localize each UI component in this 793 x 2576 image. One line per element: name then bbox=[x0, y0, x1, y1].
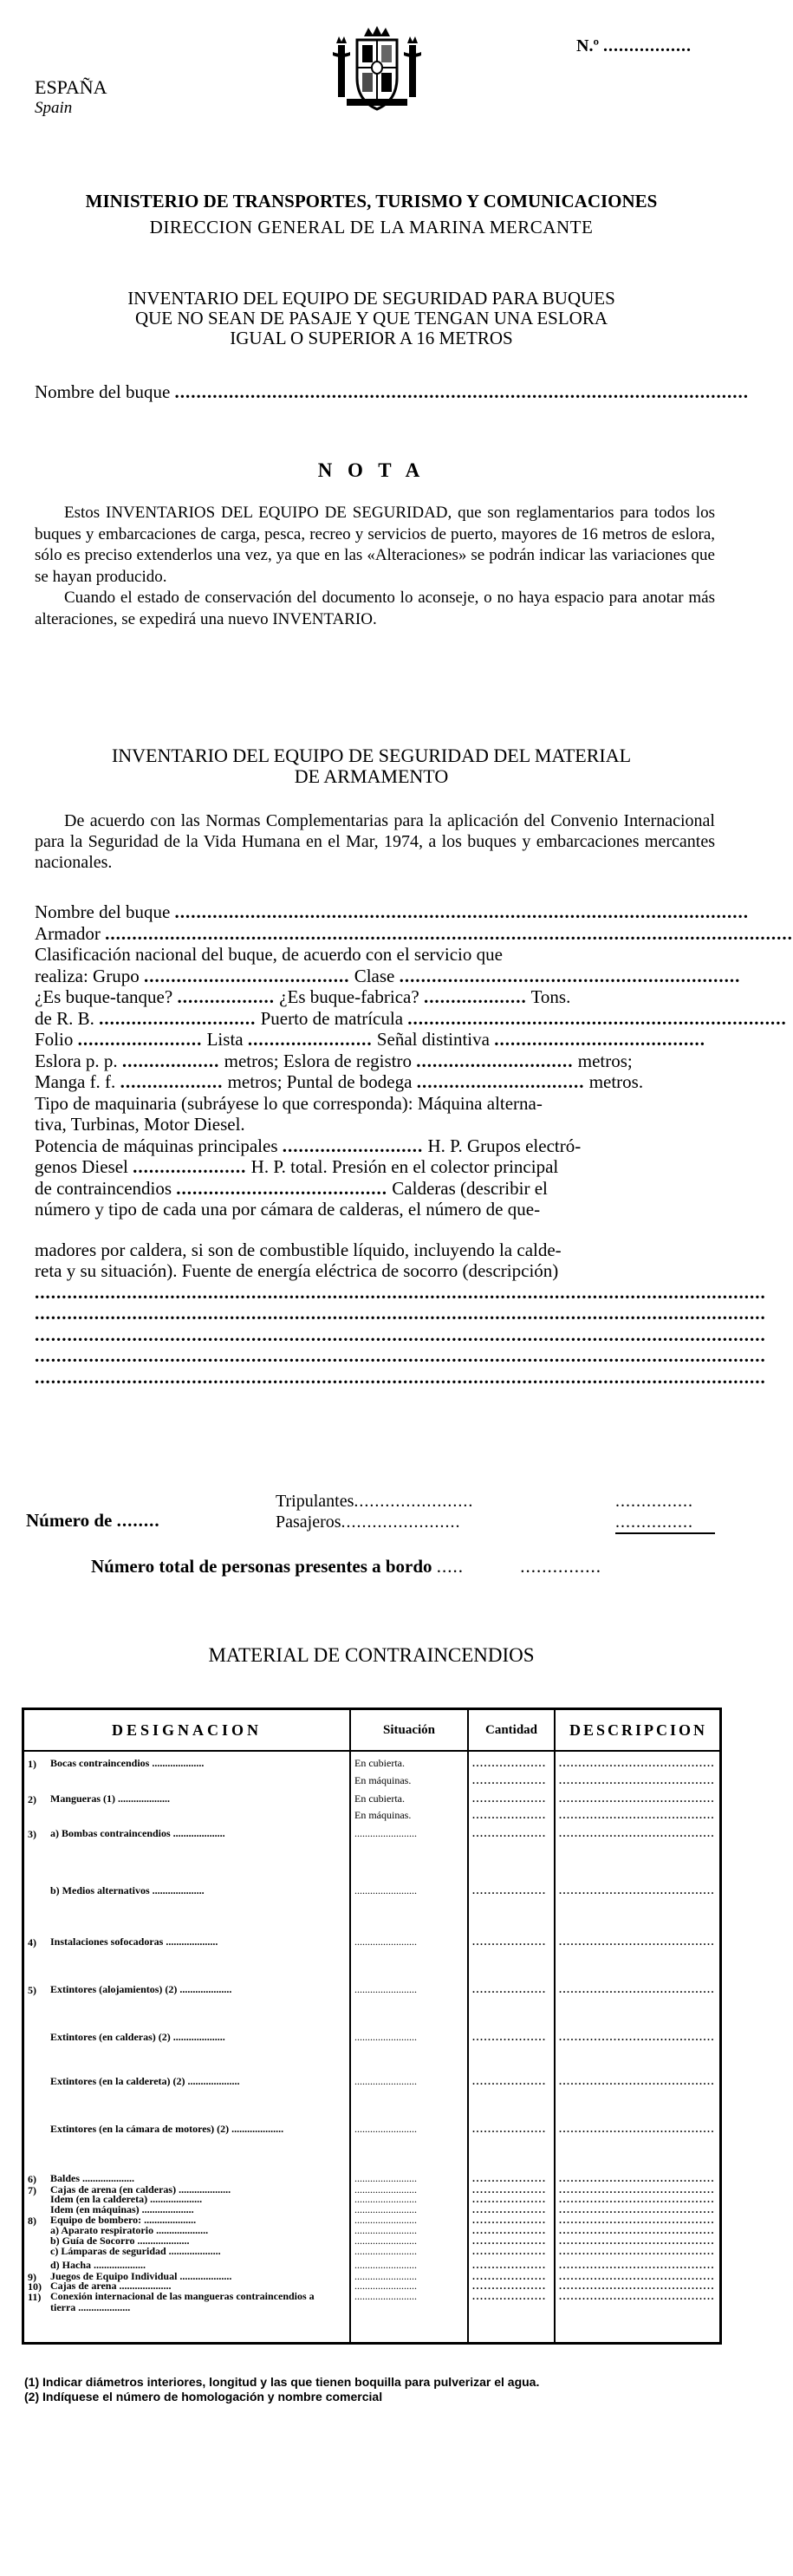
row-designation: Juegos de Equipo Individual .................... bbox=[50, 2269, 232, 2282]
row-designation: Cajas de arena .................... bbox=[50, 2280, 172, 2293]
row-descripcion[interactable]: ........................................ bbox=[559, 2123, 715, 2136]
row-cantidad[interactable]: ................... bbox=[472, 2171, 547, 2184]
nota-paragraph-2: Cuando el estado de conservación del documento lo aconseje, o no haya espacio para anotar más alteraciones, se expedirá una nuevo INVENTARIO. bbox=[35, 589, 715, 628]
row-descripcion[interactable]: ........................................ bbox=[559, 2075, 715, 2087]
table-row bbox=[24, 1810, 719, 1825]
row-situacion[interactable]: ........................ bbox=[354, 2290, 417, 2303]
row-situacion[interactable]: ........................ bbox=[354, 2214, 417, 2227]
row-designation: Instalaciones sofocadoras .................... bbox=[50, 1935, 218, 1948]
row-cantidad[interactable]: ................... bbox=[472, 1757, 547, 1770]
country-en: Spain bbox=[35, 99, 73, 117]
directorate: DIRECCION GENERAL DE LA MARINA MERCANTE bbox=[149, 217, 594, 237]
row-designation: Equipo de bombero: .................... bbox=[50, 2214, 197, 2227]
row-designation: Cajas de arena (en calderas) .................... bbox=[50, 2182, 231, 2195]
armament-intro: De acuerdo con las Normas Complementarias para la aplicación del Convenio Internacional para la Seguridad de la Vida Humana en el Mar, 1974, a los buques y embarcaciones mercantes nacionales. bbox=[35, 811, 715, 872]
row-descripcion[interactable]: ........................................ bbox=[559, 2244, 715, 2257]
row-designation: Extintores (en la cámara de motores) (2) .................... bbox=[50, 2123, 284, 2136]
row-cantidad[interactable]: ................... bbox=[472, 1809, 547, 1822]
row-descripcion[interactable]: ........................................ bbox=[559, 1773, 715, 1786]
row-descripcion[interactable]: ........................................ bbox=[559, 1935, 715, 1948]
row-cantidad[interactable]: ................... bbox=[472, 2123, 547, 2136]
footnotes bbox=[24, 2375, 539, 2404]
row-situacion: En máquinas. bbox=[354, 1773, 412, 1786]
table-row bbox=[24, 2076, 719, 2118]
row-designation: c) Lámparas de seguridad .................... bbox=[50, 2244, 221, 2257]
row-situacion[interactable]: ........................ bbox=[354, 2224, 417, 2237]
ship-name-field[interactable]: .......................................................................................................... bbox=[174, 381, 750, 402]
row-descripcion[interactable]: ........................................ bbox=[559, 1792, 715, 1805]
row-descripcion[interactable]: ........................................ bbox=[559, 2193, 715, 2206]
row-descripcion[interactable]: ........................................ bbox=[559, 2290, 715, 2303]
row-cantidad[interactable]: ................... bbox=[472, 1983, 547, 1996]
row-descripcion[interactable]: ........................................ bbox=[559, 2234, 715, 2247]
row-designation: Baldes .................... bbox=[50, 2171, 135, 2184]
row-number: 11) bbox=[28, 2291, 42, 2304]
row-number: 1) bbox=[28, 1758, 36, 1771]
row-situacion[interactable]: ........................ bbox=[354, 2280, 417, 2293]
row-descripcion[interactable]: ........................................ bbox=[559, 2182, 715, 2195]
table-row bbox=[24, 1758, 719, 1773]
row-number: 2) bbox=[28, 1792, 36, 1805]
ship-data-form: Nombre del buque .......................................................................................................... Armador ............................................................................................................................... Clasificación nacional del buque, de acuerdo con el servicio que realiza: Grupo ...................................... Clase ............................................................... ¿Es buque-tanque? .................. ¿Es buque-fabrica? ................... Tons. de R. B. ............................. Puerto de matrícula ...................................................................... Folio ....................... Lista ....................... Señal distintiva ....................................... Eslora p. p. .................. metros; Eslora de registro ............................. metros; Manga f. f. ................... metros; Puntal de bodega ............................... metros. Tipo de maquinaria (subráyese lo que corresponda): Máquina alterna- tiva, Turbinas, Motor Diesel. Potencia de máquinas principales .......................... H. P. Grupos electró- genos Diesel ..................... H. P. total. Presión en el colector principal de contraincendios ....................................... Calderas (describir el número y tipo de cada una por cámara de calderas, el número de que- madores por caldera, si son de combustible líquido, incluyendo la calde- reta y su situación). Fuente de energía eléctrica de socorro (descripción) ....................................................................................................................................... ....................................................................................................................................... ....................................................................................................................................... ....................................................................................................................................... ....................................................................................................................................... bbox=[35, 901, 793, 1388]
table-row bbox=[24, 2032, 719, 2074]
table-row bbox=[24, 2246, 719, 2259]
row-descripcion[interactable]: ........................................ bbox=[559, 1983, 715, 1996]
row-descripcion[interactable]: ........................................ bbox=[559, 1809, 715, 1822]
row-situacion[interactable]: ........................ bbox=[354, 1983, 417, 1996]
row-descripcion[interactable]: ........................................ bbox=[559, 2214, 715, 2227]
row-designation: Extintores (en calderas) (2) .................... bbox=[50, 2031, 225, 2044]
row-cantidad[interactable]: ................... bbox=[472, 1935, 547, 1948]
row-designation: Idem (en máquinas) .................... bbox=[50, 2203, 194, 2216]
row-designation: Bocas contraincendios .................... bbox=[50, 1757, 205, 1770]
row-situacion[interactable]: ........................ bbox=[354, 1935, 417, 1948]
row-descripcion[interactable]: ........................................ bbox=[559, 2031, 715, 2044]
row-cantidad[interactable]: ................... bbox=[472, 1827, 547, 1840]
row-cantidad[interactable]: ................... bbox=[472, 2203, 547, 2216]
row-descripcion[interactable]: ........................................ bbox=[559, 2269, 715, 2282]
row-situacion[interactable]: ........................ bbox=[354, 2075, 417, 2087]
ship-name-label: Nombre del buque bbox=[35, 381, 171, 402]
number-field[interactable]: ................. bbox=[603, 36, 692, 55]
table-row bbox=[24, 1936, 719, 1981]
row-situacion: En máquinas. bbox=[354, 1809, 412, 1822]
row-cantidad[interactable]: ................... bbox=[472, 2269, 547, 2282]
row-cantidad[interactable]: ................... bbox=[472, 2290, 547, 2303]
row-situacion[interactable]: ........................ bbox=[354, 2182, 417, 2195]
row-number: 9) bbox=[28, 2270, 36, 2283]
row-number: 8) bbox=[28, 2215, 36, 2228]
persons-label: Número de ........ bbox=[26, 1510, 160, 1531]
row-situacion[interactable]: ........................ bbox=[354, 2193, 417, 2206]
row-situacion[interactable]: ........................ bbox=[354, 2258, 417, 2271]
nota-heading: N O T A bbox=[317, 459, 426, 481]
armament-heading: INVENTARIO DEL EQUIPO DE SEGURIDAD DEL MATERIAL DE ARMAMENTO bbox=[111, 745, 632, 787]
row-number: 7) bbox=[28, 2183, 36, 2196]
row-cantidad[interactable]: ................... bbox=[472, 2224, 547, 2237]
row-cantidad[interactable]: ................... bbox=[472, 1792, 547, 1805]
row-cantidad[interactable]: ................... bbox=[472, 2234, 547, 2247]
row-situacion[interactable]: ........................ bbox=[354, 2234, 417, 2247]
footnote-1: (1) Indicar diámetros interiores, longitud y las que tienen boquilla para pulverizar el agua. bbox=[24, 2375, 540, 2389]
nota-paragraph-1: Estos INVENTARIOS DEL EQUIPO DE SEGURIDAD, que son reglamentarios para todos los buques y embarcaciones de carga, pesca, recreo y servicios de puerto, mayores de 16 metros de eslora, sólo es preciso extenderlos una vez, ya que en las «Alteraciones» se podrán indicar las variaciones que se hayan producido. bbox=[35, 504, 715, 586]
table-row bbox=[24, 1984, 719, 2028]
row-descripcion[interactable]: ........................................ bbox=[559, 2258, 715, 2271]
row-descripcion[interactable]: ........................................ bbox=[559, 2171, 715, 2184]
row-situacion[interactable]: ........................ bbox=[354, 2031, 417, 2044]
row-situacion[interactable]: ........................ bbox=[354, 2244, 417, 2257]
row-cantidad[interactable]: ................... bbox=[472, 2182, 547, 2195]
row-situacion[interactable]: ........................ bbox=[354, 1883, 417, 1896]
row-number: 5) bbox=[28, 1984, 36, 1997]
row-designation: a) Aparato respiratorio .................... bbox=[50, 2224, 209, 2237]
row-number: 3) bbox=[28, 1828, 36, 1841]
table-row bbox=[24, 1793, 719, 1808]
col-header-designacion: DESIGNACION bbox=[24, 1710, 349, 1752]
row-situacion[interactable]: ........................ bbox=[354, 2203, 417, 2216]
row-cantidad[interactable]: ................... bbox=[472, 2280, 547, 2293]
row-designation: b) Guía de Socorro .................... bbox=[50, 2234, 190, 2247]
row-situacion: En cubierta. bbox=[354, 1792, 405, 1805]
row-descripcion[interactable]: ........................................ bbox=[559, 1883, 715, 1896]
row-cantidad[interactable]: ................... bbox=[472, 2075, 547, 2087]
col-header-situacion: Situación bbox=[349, 1710, 467, 1752]
footnote-2: (2) Indíquese el número de homologación y nombre comercial bbox=[24, 2390, 383, 2404]
row-cantidad[interactable]: ................... bbox=[472, 2214, 547, 2227]
row-cantidad[interactable]: ................... bbox=[472, 2244, 547, 2257]
row-situacion: En cubierta. bbox=[354, 1757, 405, 1770]
row-number: 4) bbox=[28, 1936, 36, 1948]
row-number: 6) bbox=[28, 2172, 36, 2185]
country: ESPAÑA bbox=[35, 76, 107, 98]
row-situacion[interactable]: ........................ bbox=[354, 1827, 417, 1840]
table-row bbox=[24, 1775, 719, 1790]
table-row bbox=[24, 2124, 719, 2168]
row-cantidad[interactable]: ................... bbox=[472, 2258, 547, 2271]
row-descripcion[interactable]: ........................................ bbox=[559, 2224, 715, 2237]
row-situacion[interactable]: ........................ bbox=[354, 2171, 417, 2184]
table-row bbox=[24, 1885, 719, 1929]
row-designation: Idem (en la caldereta) .................... bbox=[50, 2193, 203, 2206]
row-cantidad[interactable]: ................... bbox=[472, 2193, 547, 2206]
row-descripcion[interactable]: ........................................ bbox=[559, 2203, 715, 2216]
row-cantidad[interactable]: ................... bbox=[472, 1883, 547, 1896]
table-row bbox=[24, 2291, 719, 2312]
col-header-descripcion: DESCRIPCION bbox=[554, 1710, 721, 1752]
document-title: INVENTARIO DEL EQUIPO DE SEGURIDAD PARA BUQUES QUE NO SEAN DE PASAJE Y QUE TENGAN UNA ESLORA IGUAL O SUPERIOR A 16 METROS bbox=[127, 288, 615, 348]
row-designation: Mangueras (1) .................... bbox=[50, 1792, 170, 1805]
table-row bbox=[24, 1828, 719, 1879]
row-descripcion[interactable]: ........................................ bbox=[559, 1757, 715, 1770]
coat-of-arms bbox=[329, 26, 425, 113]
row-situacion[interactable]: ........................ bbox=[354, 2269, 417, 2282]
persons-counts[interactable]: ............... ............... bbox=[615, 1491, 715, 1534]
row-cantidad[interactable]: ................... bbox=[472, 2031, 547, 2044]
row-designation: d) Hacha .................... bbox=[50, 2258, 146, 2271]
total-persons-label: Número total de personas presentes a bordo bbox=[91, 1556, 432, 1577]
ministry: MINISTERIO DE TRANSPORTES, TURISMO Y COMUNICACIONES bbox=[85, 191, 658, 211]
material-heading: MATERIAL DE CONTRAINCENDIOS bbox=[208, 1644, 535, 1666]
row-descripcion[interactable]: ........................................ bbox=[559, 1827, 715, 1840]
col-header-cantidad: Cantidad bbox=[467, 1710, 554, 1752]
row-situacion[interactable]: ........................ bbox=[354, 2123, 417, 2136]
number-label: N.º bbox=[576, 36, 600, 55]
persons-block: Tripulantes....................... Pasajeros....................... bbox=[276, 1492, 474, 1532]
row-designation: Extintores (alojamientos) (2) .................... bbox=[50, 1983, 232, 1996]
row-cantidad[interactable]: ................... bbox=[472, 1773, 547, 1786]
row-number: 10) bbox=[28, 2280, 42, 2293]
row-designation: b) Medios alternativos .................... bbox=[50, 1883, 205, 1896]
row-designation: Conexión internacional de las mangueras contraincendios a tierra .................... bbox=[50, 2290, 315, 2314]
total-persons-field[interactable]: ............... bbox=[520, 1556, 602, 1577]
row-designation: a) Bombas contraincendios .................... bbox=[50, 1827, 225, 1840]
row-descripcion[interactable]: ........................................ bbox=[559, 2280, 715, 2293]
row-designation: Extintores (en la caldereta) (2) .................... bbox=[50, 2075, 240, 2087]
